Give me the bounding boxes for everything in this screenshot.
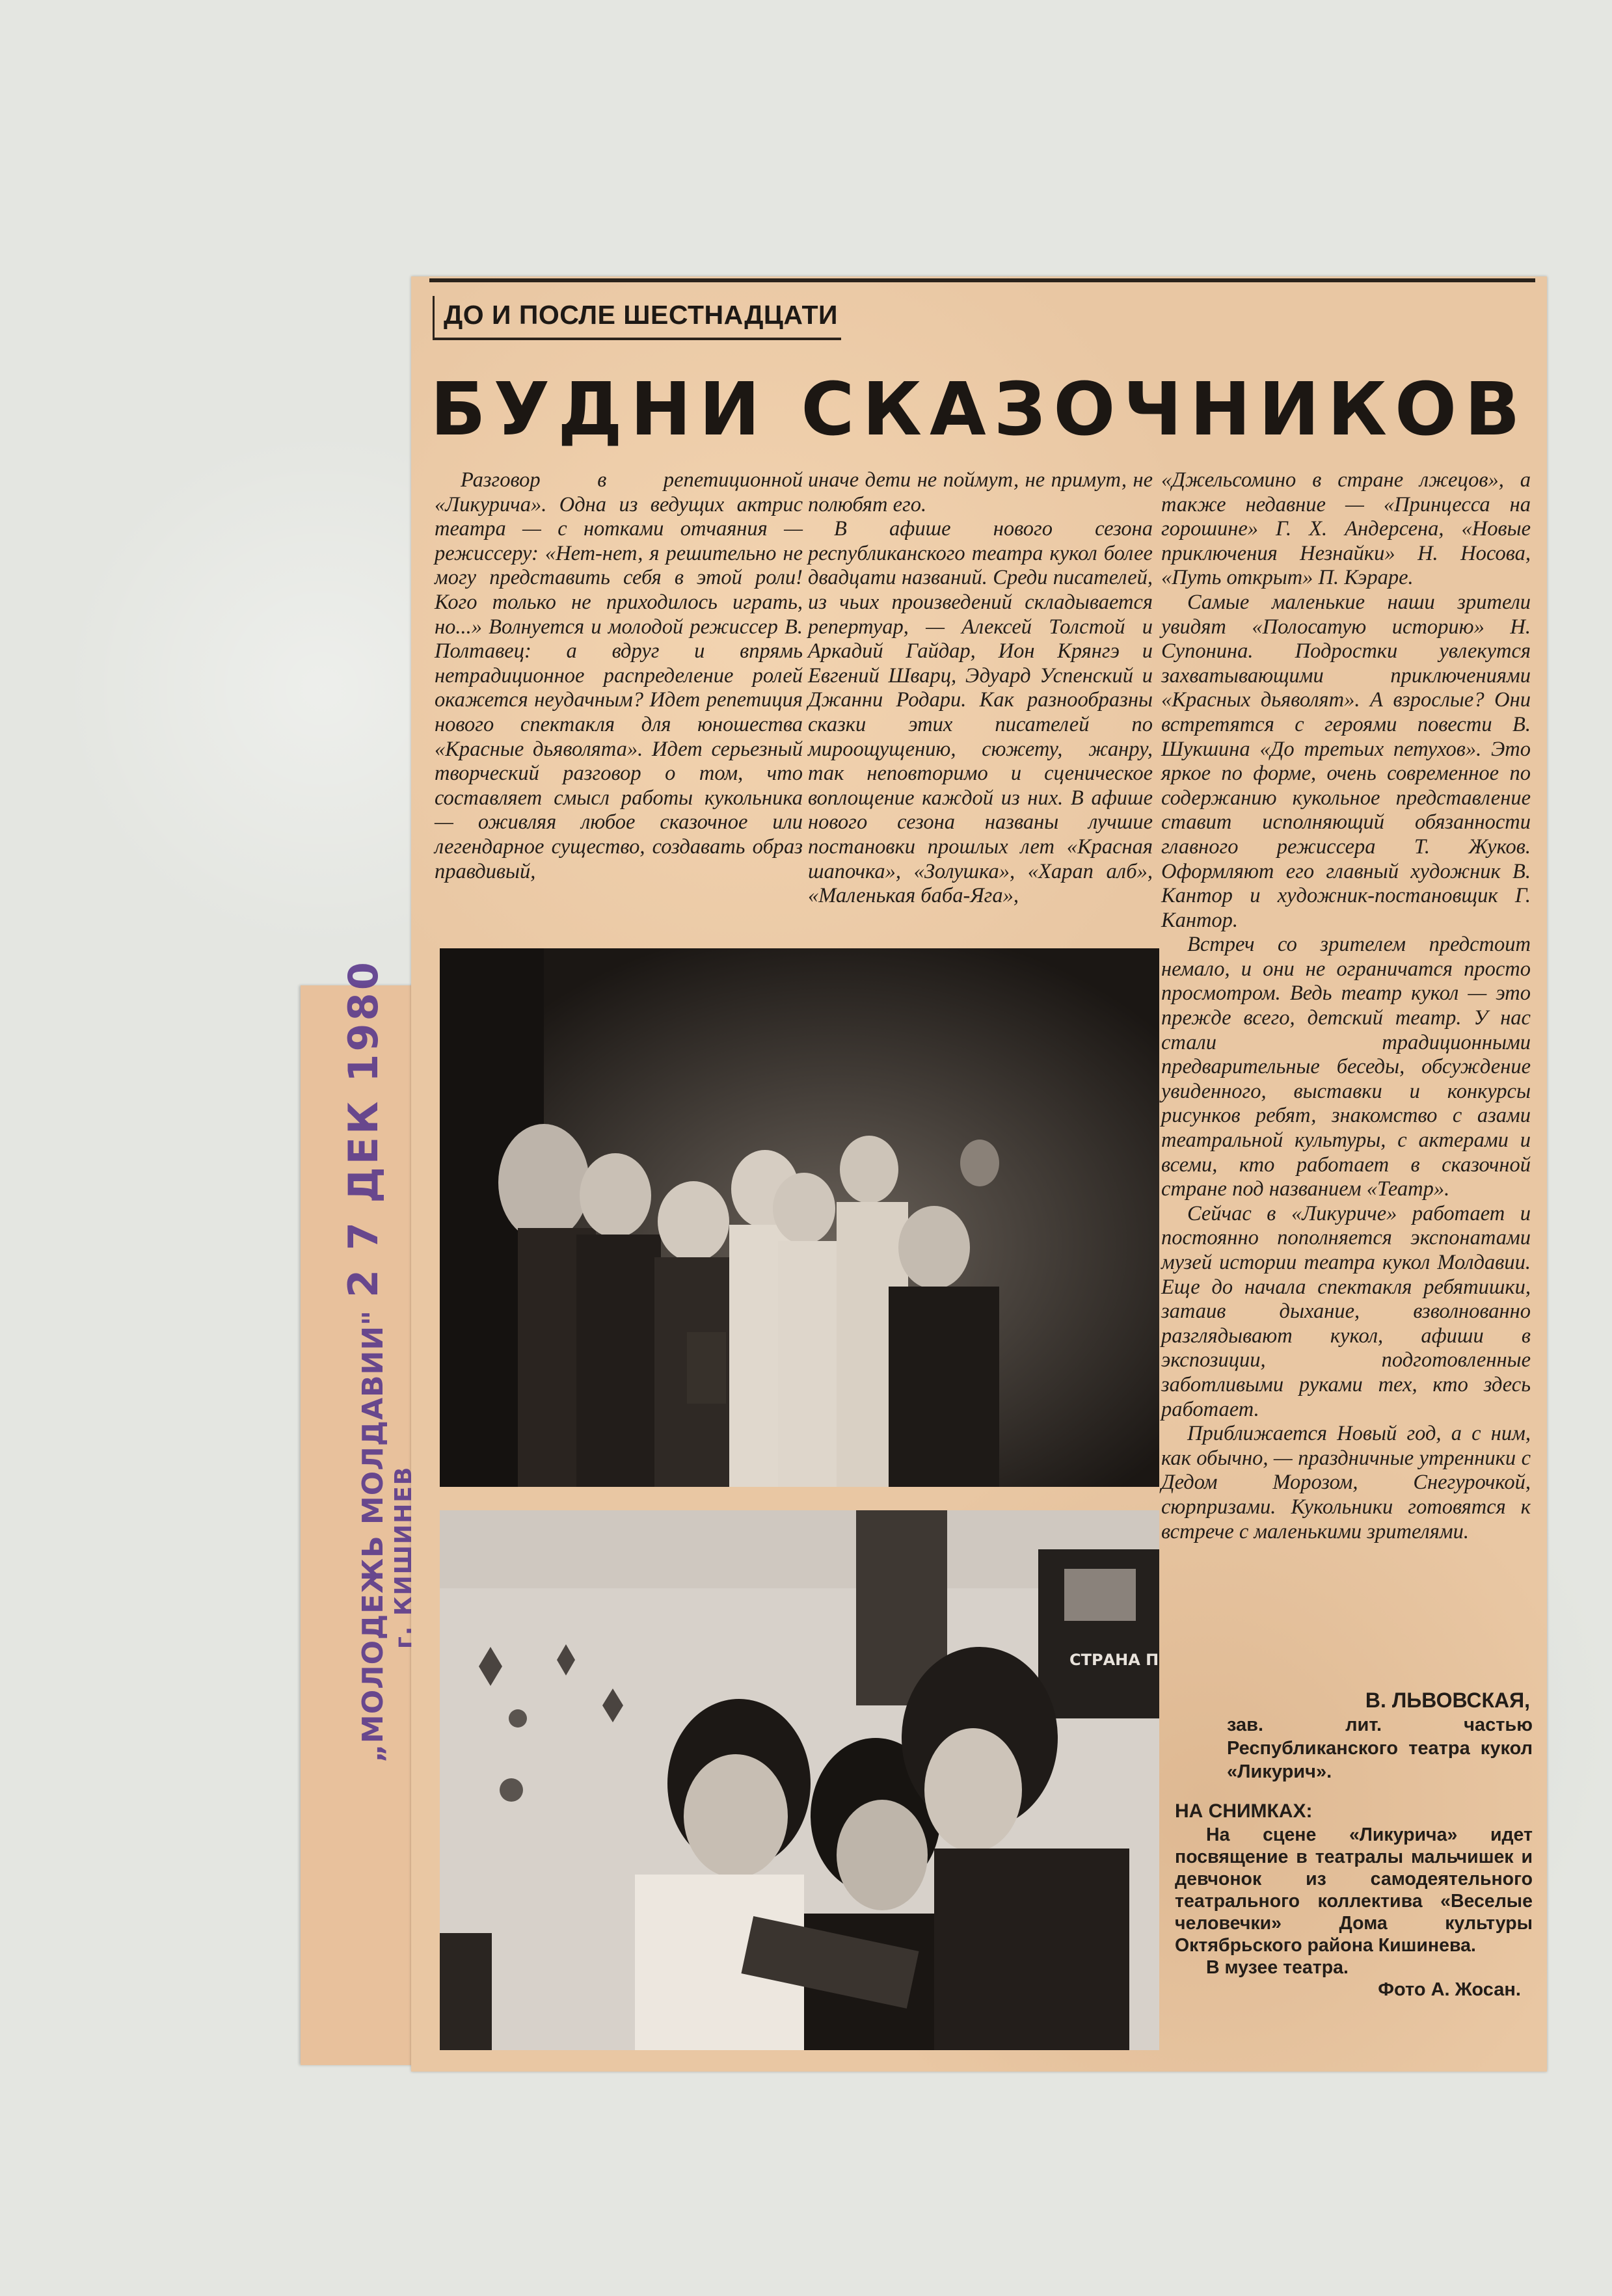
city-stamp: г. КИШИНЕВ: [390, 1465, 417, 1649]
headline: БУДНИ СКАЗОЧНИКОВ: [430, 367, 1528, 452]
article-column-1: [435, 468, 803, 884]
author-signature: [1227, 1687, 1533, 1783]
photo-captions: [1175, 1800, 1533, 2001]
article-column-2: [808, 468, 1153, 909]
article-paragraph: В афише нового сезона республиканского театра кукол более двадцати названий. Среди писателей, из чьих произведений складывается репертуар, — Алексей Толстой и Аркадий Гайдар, Ион Крянгэ и Евгений Шварц, Эдуард Успенский и Джанни Родари. Как разнообразны сказки этих писателей по мироощущению, сюжету, жанру, так неповторимо и сценическое воплощение каждой из них. В афише нового сезона названы лучшие постановки прошлых лет «Красная шапочка», «Золушка», «Харап алб», «Маленькая баба-Яга»,: [808, 517, 1153, 908]
newspaper-stamp: „МОЛОДЕЖЬ МОЛДАВИИ": [356, 1309, 390, 1763]
photo-stage-children: [440, 948, 1159, 1487]
article-column-3: [1161, 468, 1531, 1544]
date-stamp: 2 7 ДЕК 1980: [340, 959, 387, 1298]
caption-photo-1: На сцене «Ликурича» идет посвящение в театралы мальчишек и девчонок из самодеятельного театрального коллектива «Веселые человечки» Дома культуры Октябрьского района Кишинева.: [1175, 1824, 1533, 1956]
photo-museum-children: [440, 1510, 1159, 2050]
article-paragraph: иначе дети не поймут, не примут, не полюбят его.: [808, 468, 1153, 516]
article-paragraph: Самые маленькие наши зрители увидят «Полосатую историю» Н. Супонина. Подростки увлекутся захватывающими приключениями «Красных дьяволят». А взрослые? Они встретятся с героями повести В. Шукшина «До третьих петухов». Это яркое по форме, очень современное по содержанию кукольное представление ставит исполняющий обязанности главного режиссера Т. Жуков. Оформляют его главный художник В. Кантор и художник-постановщик Г. Кантор.: [1161, 590, 1531, 932]
caption-photo-2: В музее театра.: [1206, 1957, 1349, 1978]
article-paragraph: Сейчас в «Ликуриче» работает и постоянно пополняется экспонатами музей истории театра кукол Молдавии. Еще до начала спектакля ребятишки, затаив дыхание, взволнованно разглядывают кукол, афиши в экспозиции, подготовленные заботливыми руками тех, кто здесь работает.: [1161, 1201, 1531, 1421]
poster-text: СТРАНА П: [1069, 1651, 1159, 1669]
author-name: В. ЛЬВОВСКАЯ,: [1365, 1689, 1530, 1712]
article-paragraph: Встреч со зрителем предстоит немало, и они не ограничатся просто просмотром. Ведь театр кукол — это прежде всего, детский театр. У нас стали традиционными предварительные беседы, обсуждение увиденного, выставки и конкурсы рисунков ребят, знакомство с азами театральной культуры, с актерами и всеми, кто работает в сказочной стране под названием «Театр».: [1161, 933, 1531, 1201]
author-role: зав. лит. частью Республиканского театра кукол «Ликурич».: [1227, 1715, 1533, 1782]
article-paragraph: «Джельсомино в стране лжецов», а также недавние — «Принцесса на горошине» Г. Х. Андерсена, «Новые приключения Незнайки» Н. Носова, «Путь открыт» П. Кэраре.: [1161, 468, 1531, 590]
rubric-label: ДО И ПОСЛЕ ШЕСТНАДЦАТИ: [444, 300, 838, 330]
photo-credit: Фото А. Жосан.: [1378, 1979, 1521, 2000]
top-rule: [429, 278, 1535, 282]
article-paragraph: Приближается Новый год, а с ним, как обычно, — праздничные утренники с Дедом Морозом, Снегурочкой, сюрпризами. Кукольники готовятся к встрече с маленькими зрителями.: [1161, 1422, 1531, 1543]
article-paragraph: Разговор в репетиционной «Ликурича». Одна из ведущих актрис театра — с нотками отчаяния — режиссеру: «Нет-нет, я решительно не могу представить себя в этой роли! Кого только не приходилось играть, но...» Волнуется и молодой режиссер В. Полтавец: а вдруг и впрямь нетрадиционное распределение ролей окажется неудачным? Идет репетиция нового спектакля для юношества «Красные дьяволята». Идет серьезный творческий разговор о том, что составляет смысл работы кукольника — оживляя любое сказочное или легендарное существо, создавать образ правдивый,: [435, 468, 803, 883]
captions-heading: НА СНИМКАХ:: [1175, 1800, 1313, 1822]
